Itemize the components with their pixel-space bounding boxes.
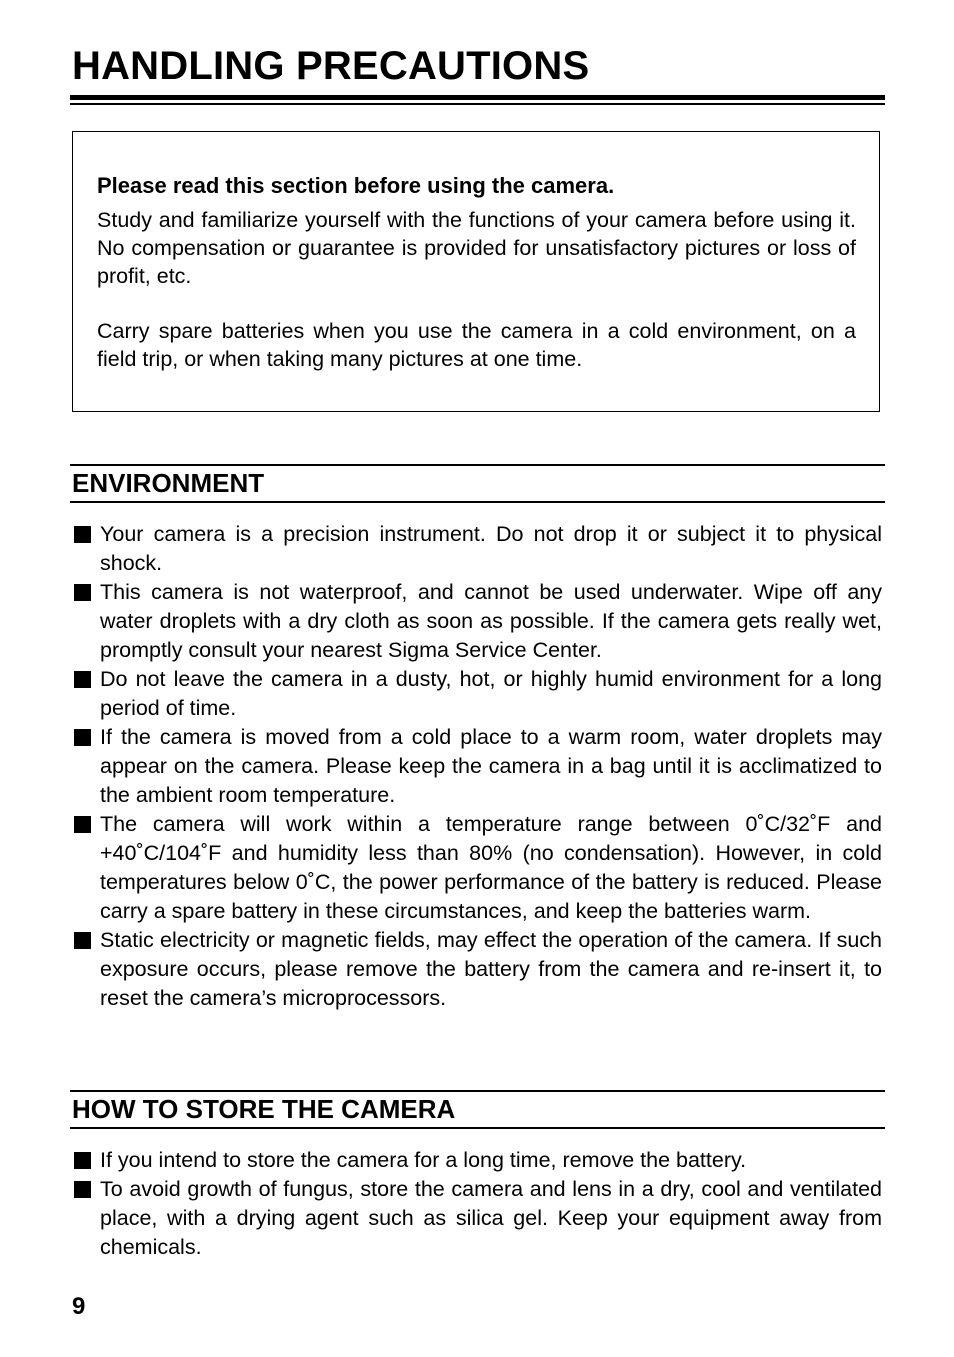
environment-list xyxy=(72,520,882,1013)
list-item: To avoid growth of fungus, store the camera and lens in a dry, cool and ventilated place, with a drying agent such as silica gel. Keep your equipment away from chemicals. xyxy=(72,1175,882,1262)
bullet-square-icon xyxy=(74,729,91,746)
list-item: Do not leave the camera in a dusty, hot, or highly humid environment for a long period of time. xyxy=(72,665,882,723)
list-item: Your camera is a precision instrument. Do not drop it or subject it to physical shock. xyxy=(72,520,882,578)
section-rule-top xyxy=(70,464,885,466)
section-heading-environment: ENVIRONMENT xyxy=(72,468,265,498)
list-item: The camera will work within a temperature range between 0˚C/32˚F and +40˚C/104˚F and humidity less than 80% (no condensation). However, in cold temperatures below 0˚C, the power performance of the battery is reduced. Please carry a spare battery in these circumstances, and keep the batteries warm. xyxy=(72,810,882,926)
bullet-square-icon xyxy=(74,1181,91,1198)
bullet-square-icon xyxy=(74,526,91,543)
storage-list xyxy=(72,1146,882,1262)
bullet-square-icon xyxy=(74,584,91,601)
notice-paragraph: Carry spare batteries when you use the camera in a cold environment, on a field trip, or when taking many pictures at one time. xyxy=(97,319,856,371)
bullet-square-icon xyxy=(74,932,91,949)
list-item: If you intend to store the camera for a long time, remove the battery. xyxy=(72,1146,882,1175)
section-heading-storage: HOW TO STORE THE CAMERA xyxy=(72,1094,456,1124)
bullet-square-icon xyxy=(74,816,91,833)
bullet-square-icon xyxy=(74,671,91,688)
page-title: HANDLING PRECAUTIONS xyxy=(72,44,590,88)
bullet-square-icon xyxy=(74,1152,91,1169)
page-number: 9 xyxy=(72,1293,86,1320)
section-rule-bottom xyxy=(70,501,885,503)
section-rule-bottom xyxy=(70,1127,885,1129)
notice-paragraph: Study and familiarize yourself with the functions of your camera before using it. No compensation or guarantee is provided for unsatisfactory pictures or loss of profit, etc. xyxy=(97,208,856,288)
title-rule xyxy=(70,95,885,100)
title-rule-thin xyxy=(70,103,885,105)
list-item: Static electricity or magnetic fields, may effect the operation of the camera. If such exposure occurs, please remove the battery from the camera and re-insert it, to reset the camera’s microprocessors. xyxy=(72,926,882,1013)
notice-heading: Please read this section before using the camera. xyxy=(97,173,615,198)
list-item: If the camera is moved from a cold place to a warm room, water droplets may appear on the camera. Please keep the camera in a bag until it is acclimatized to the ambient room temperature. xyxy=(72,723,882,810)
list-item: This camera is not waterproof, and cannot be used underwater. Wipe off any water droplets with a dry cloth as soon as possible. If the camera gets really wet, promptly consult your nearest Sigma Service Center. xyxy=(72,578,882,665)
section-rule-top xyxy=(70,1090,885,1092)
notice-box xyxy=(72,131,880,412)
